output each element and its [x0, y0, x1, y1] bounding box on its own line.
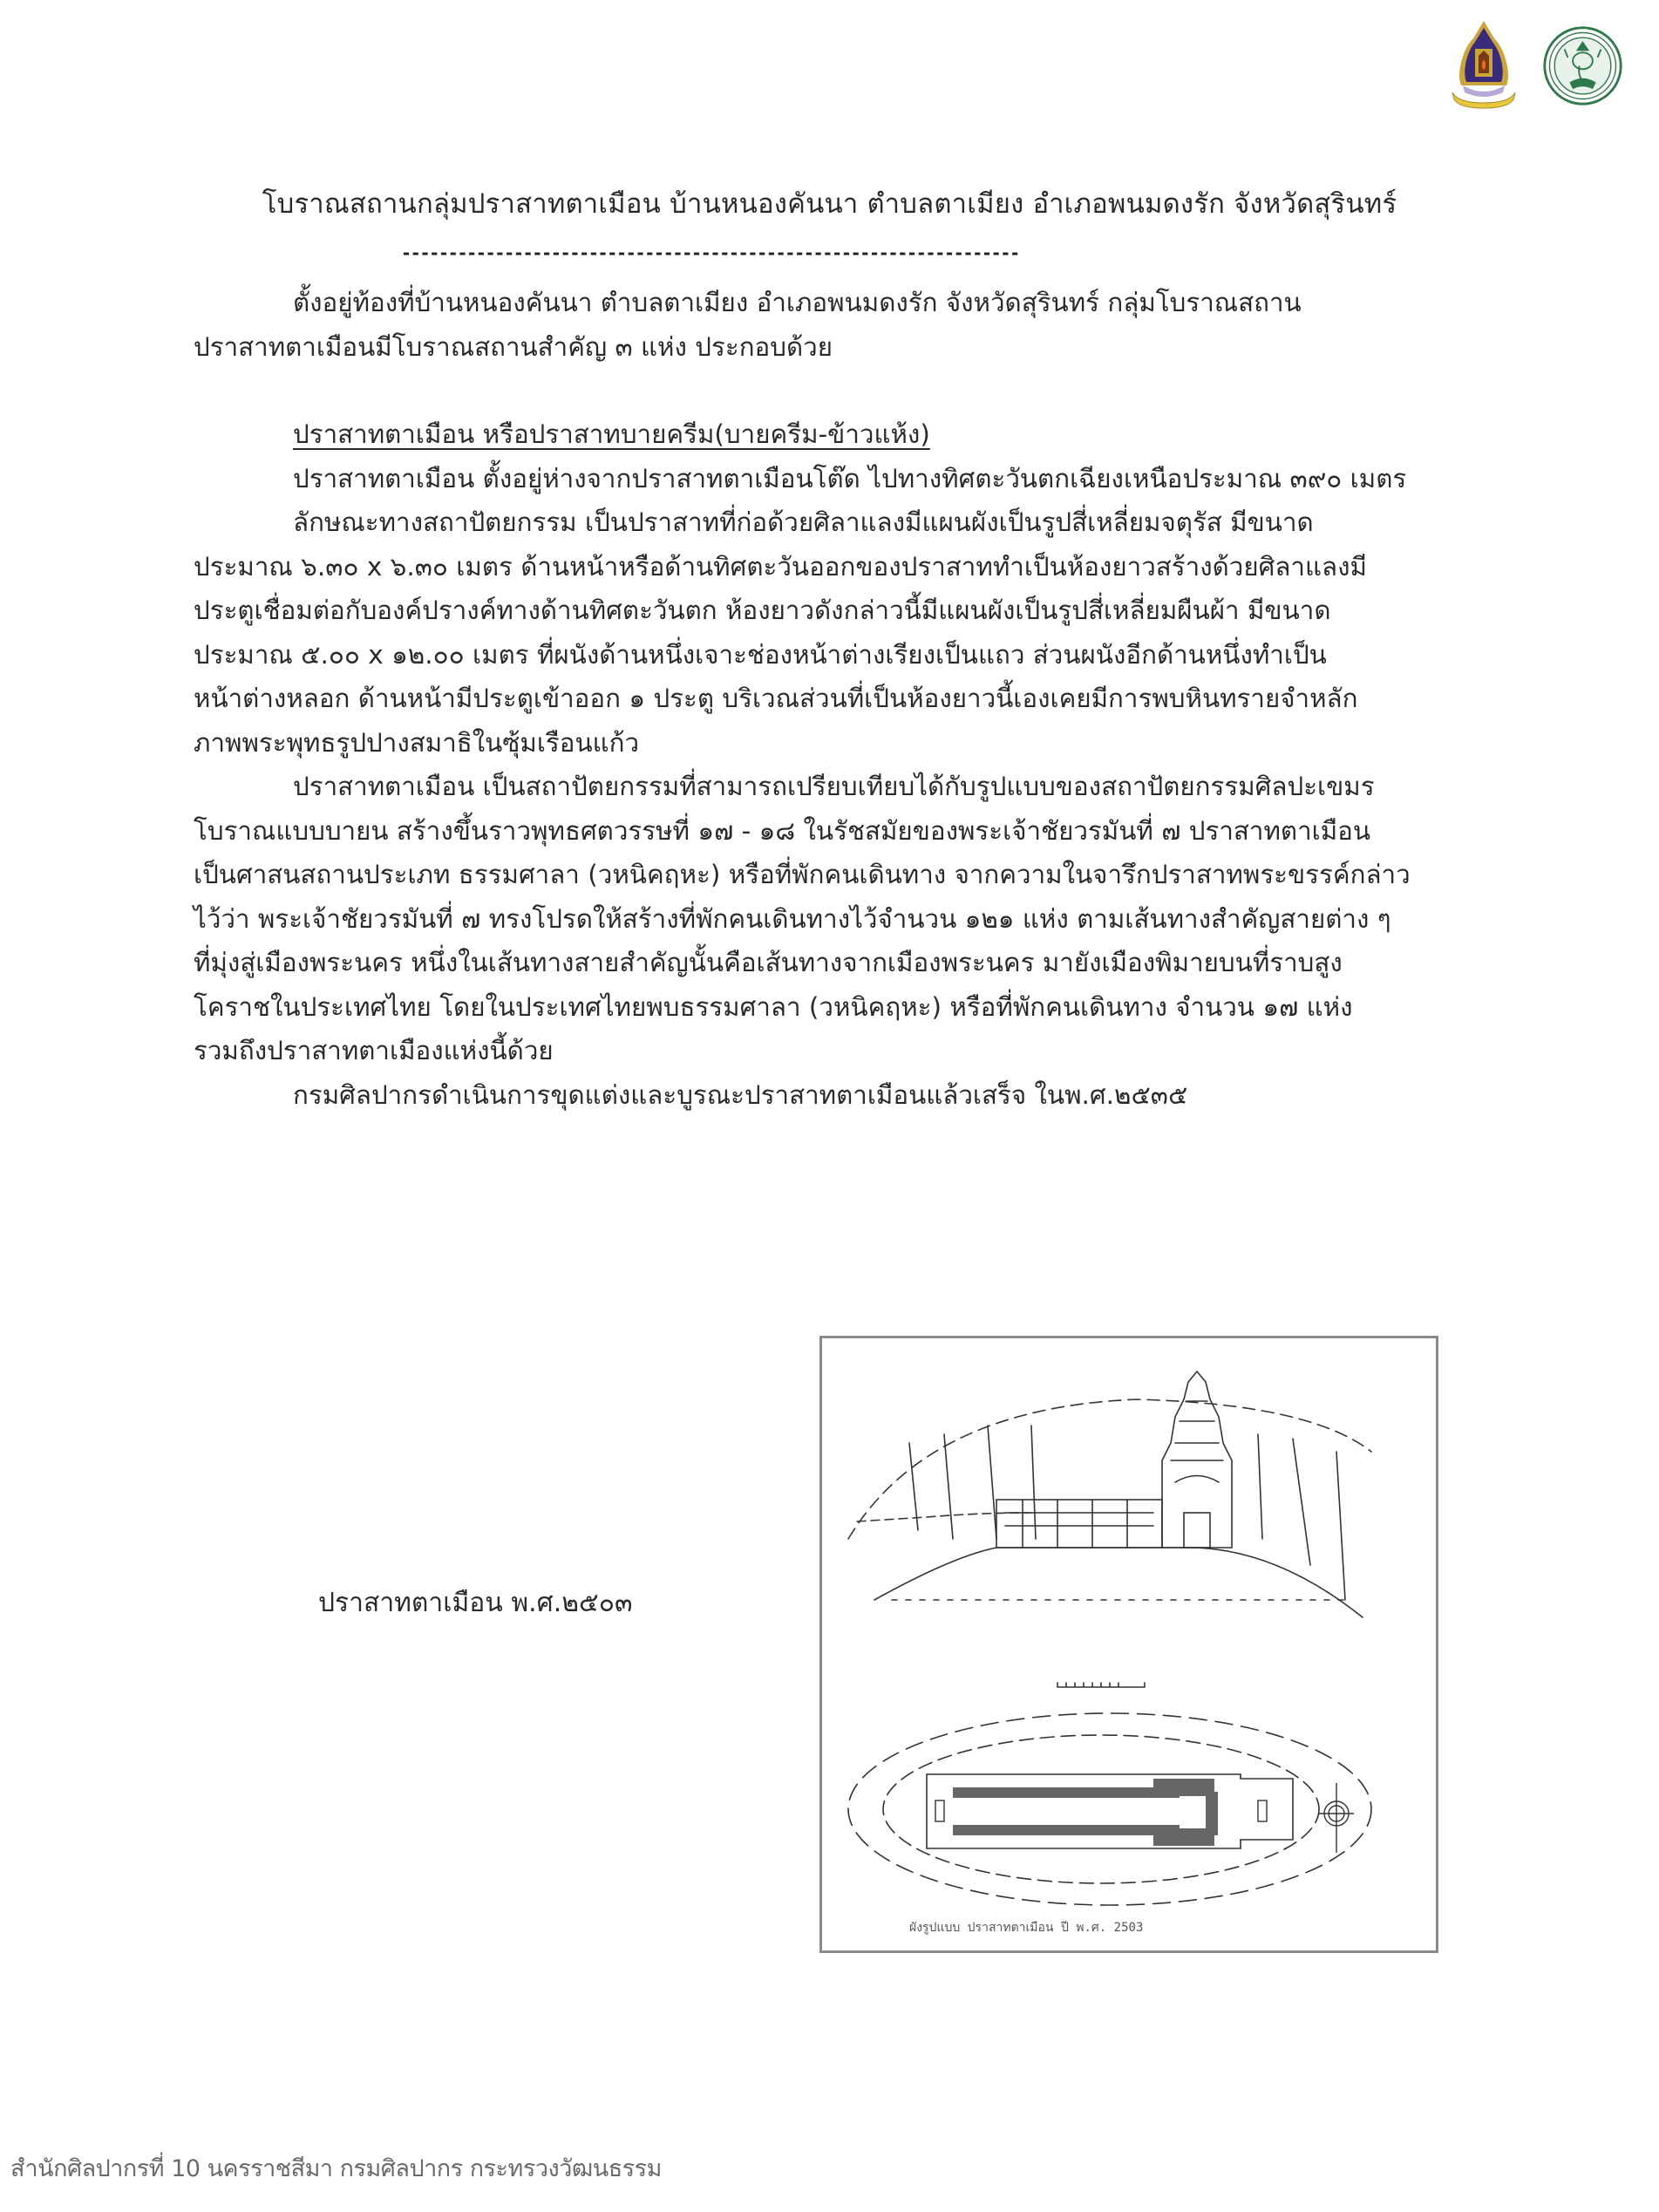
- paragraph-3-line-7: รวมถึงปราสาทตาเมืองแห่งนี้ด้วย: [194, 1036, 554, 1065]
- paragraph-3-line-4: ไว้ว่า พระเจ้าชัยวรมันที่ ๗ ทรงโปรดให้สร้างที่พักคนเดินทางไว้จำนวน ๑๒๑ แห่ง ตามเส้นทางสำคัญสายต่าง ๆ: [194, 903, 1391, 934]
- paragraph-3-line-6: โคราชในประเทศไทย โดยในประเทศไทยพบธรรมศาลา (วหนิคฤหะ) หรือที่พักคนเดินทาง จำนวน ๑๗ แห่ง: [194, 991, 1353, 1022]
- figure-side-caption: ปราสาทตาเมือน พ.ศ.๒๕๐๓: [318, 1588, 633, 1618]
- paragraph-3-line-3: เป็นศาสนสถานประเภท ธรรมศาลา (วหนิคฤหะ) หรือที่พักคนเดินทาง จากความในจารึกปราสาทพระขรรค์กล่าว: [194, 860, 1411, 889]
- ganesha-seal-icon: [1541, 24, 1624, 107]
- intro-line-2: ปราสาทตาเมือนมีโบราณสถานสำคัญ ๓ แห่ง ประกอบด้วย: [194, 331, 833, 362]
- page-footer: สำนักศิลปากรที่ 10 นครราชสีมา กรมศิลปากร กระทรวงวัฒนธรรม: [10, 2155, 662, 2182]
- paragraph-3-line-5: ที่มุ่งสู่เมืองพระนคร หนึ่งในเส้นทางสายสำคัญนั้นคือเส้นทางจากเมืองพระนคร มายังเมืองพิมายบนที่ราบสูง: [194, 948, 1343, 977]
- intro-line-1: ตั้งอยู่ท้องที่บ้านหนองคันนา ตำบลตาเมียง อำเภอพนมดงรัก จังหวัดสุรินทร์ กลุ่มโบราณสถาน: [293, 288, 1302, 317]
- temple-elevation-and-plan-drawing: [822, 1338, 1436, 1950]
- paragraph-2-line-5: หน้าต่างหลอก ด้านหน้ามีประตูเข้าออก ๑ ประตู บริเวณส่วนที่เป็นห้องยาวนี้เองเคยมีการพบหินทรายจำหลัก: [194, 684, 1358, 713]
- paragraph-4: กรมศิลปากรดำเนินการขุดแต่งและบูรณะปราสาทตาเมือนแล้วเสร็จ ในพ.ศ.๒๕๓๕: [293, 1079, 1188, 1110]
- title-separator: ------------------------------------------------------------------: [401, 242, 1019, 263]
- document-body: [194, 281, 1519, 1117]
- section-heading: ปราสาทตาเมือน หรือปราสาทบายครีม(บายครีม-ข้าวแห้ง): [293, 419, 930, 449]
- paragraph-2-line-6: ภาพพระพุทธรูปปางสมาธิในซุ้มเรือนแก้ว: [194, 727, 640, 758]
- paragraph-2-line-3: ประตูเชื่อมต่อกับองค์ปรางค์ทางด้านทิศตะวันตก ห้องยาวดังกล่าวนี้มีแผนผังเป็นรูปสี่เหลี่ยมผืนผ้า มีขนาด: [194, 596, 1331, 625]
- fine-arts-emblem-icon: [1449, 17, 1519, 113]
- paragraph-3-line-2: โบราณแบบบายน สร้างขึ้นราวพุทธศตวรรษที่ ๑๗ - ๑๘ ในรัชสมัยของพระเจ้าชัยวรมันที่ ๗ ปราสาทตาเมือน: [194, 815, 1371, 846]
- spacer: [194, 369, 1519, 412]
- temple-drawing-figure: [819, 1336, 1438, 1953]
- paragraph-2-line-1: ลักษณะทางสถาปัตยกรรม เป็นปราสาทที่ก่อด้วยศิลาแลงมีแผนผังเป็นรูปสี่เหลี่ยมจตุรัส มีขนาด: [293, 507, 1314, 537]
- figure-inner-caption: ผังรูปแบบ ปราสาทตาเมือน ปี พ.ศ. 2503: [909, 1921, 1144, 1935]
- paragraph-2-line-2: ประมาณ ๖.๓๐ x ๖.๓๐ เมตร ด้านหน้าหรือด้านทิศตะวันออกของปราสาททำเป็นห้องยาวสร้างด้วยศิลาแลงมี: [194, 551, 1367, 582]
- paragraph-1: ปราสาทตาเมือน ตั้งอยู่ห่างจากปราสาทตาเมือนโต๊ด ไปทางทิศตะวันตกเฉียงเหนือประมาณ ๓๙๐ เมตร: [293, 463, 1407, 493]
- paragraph-3-line-1: ปราสาทตาเมือน เป็นสถาปัตยกรรมที่สามารถเปรียบเทียบได้กับรูปแบบของสถาปัตยกรรมศิลปะเขมร: [293, 772, 1375, 801]
- header-logos: [1449, 17, 1624, 113]
- document-title: โบราณสถานกลุ่มปราสาทตาเมือน บ้านหนองคันนา ตำบลตาเมียง อำเภอพนมดงรัก จังหวัดสุรินทร์: [262, 188, 1397, 220]
- paragraph-2-line-4: ประมาณ ๕.๐๐ x ๑๒.๐๐ เมตร ที่ผนังด้านหนึ่งเจาะช่องหน้าต่างเรียงเป็นแถว ส่วนผนังอีกด้านหนึ่งทำเป็น: [194, 639, 1327, 670]
